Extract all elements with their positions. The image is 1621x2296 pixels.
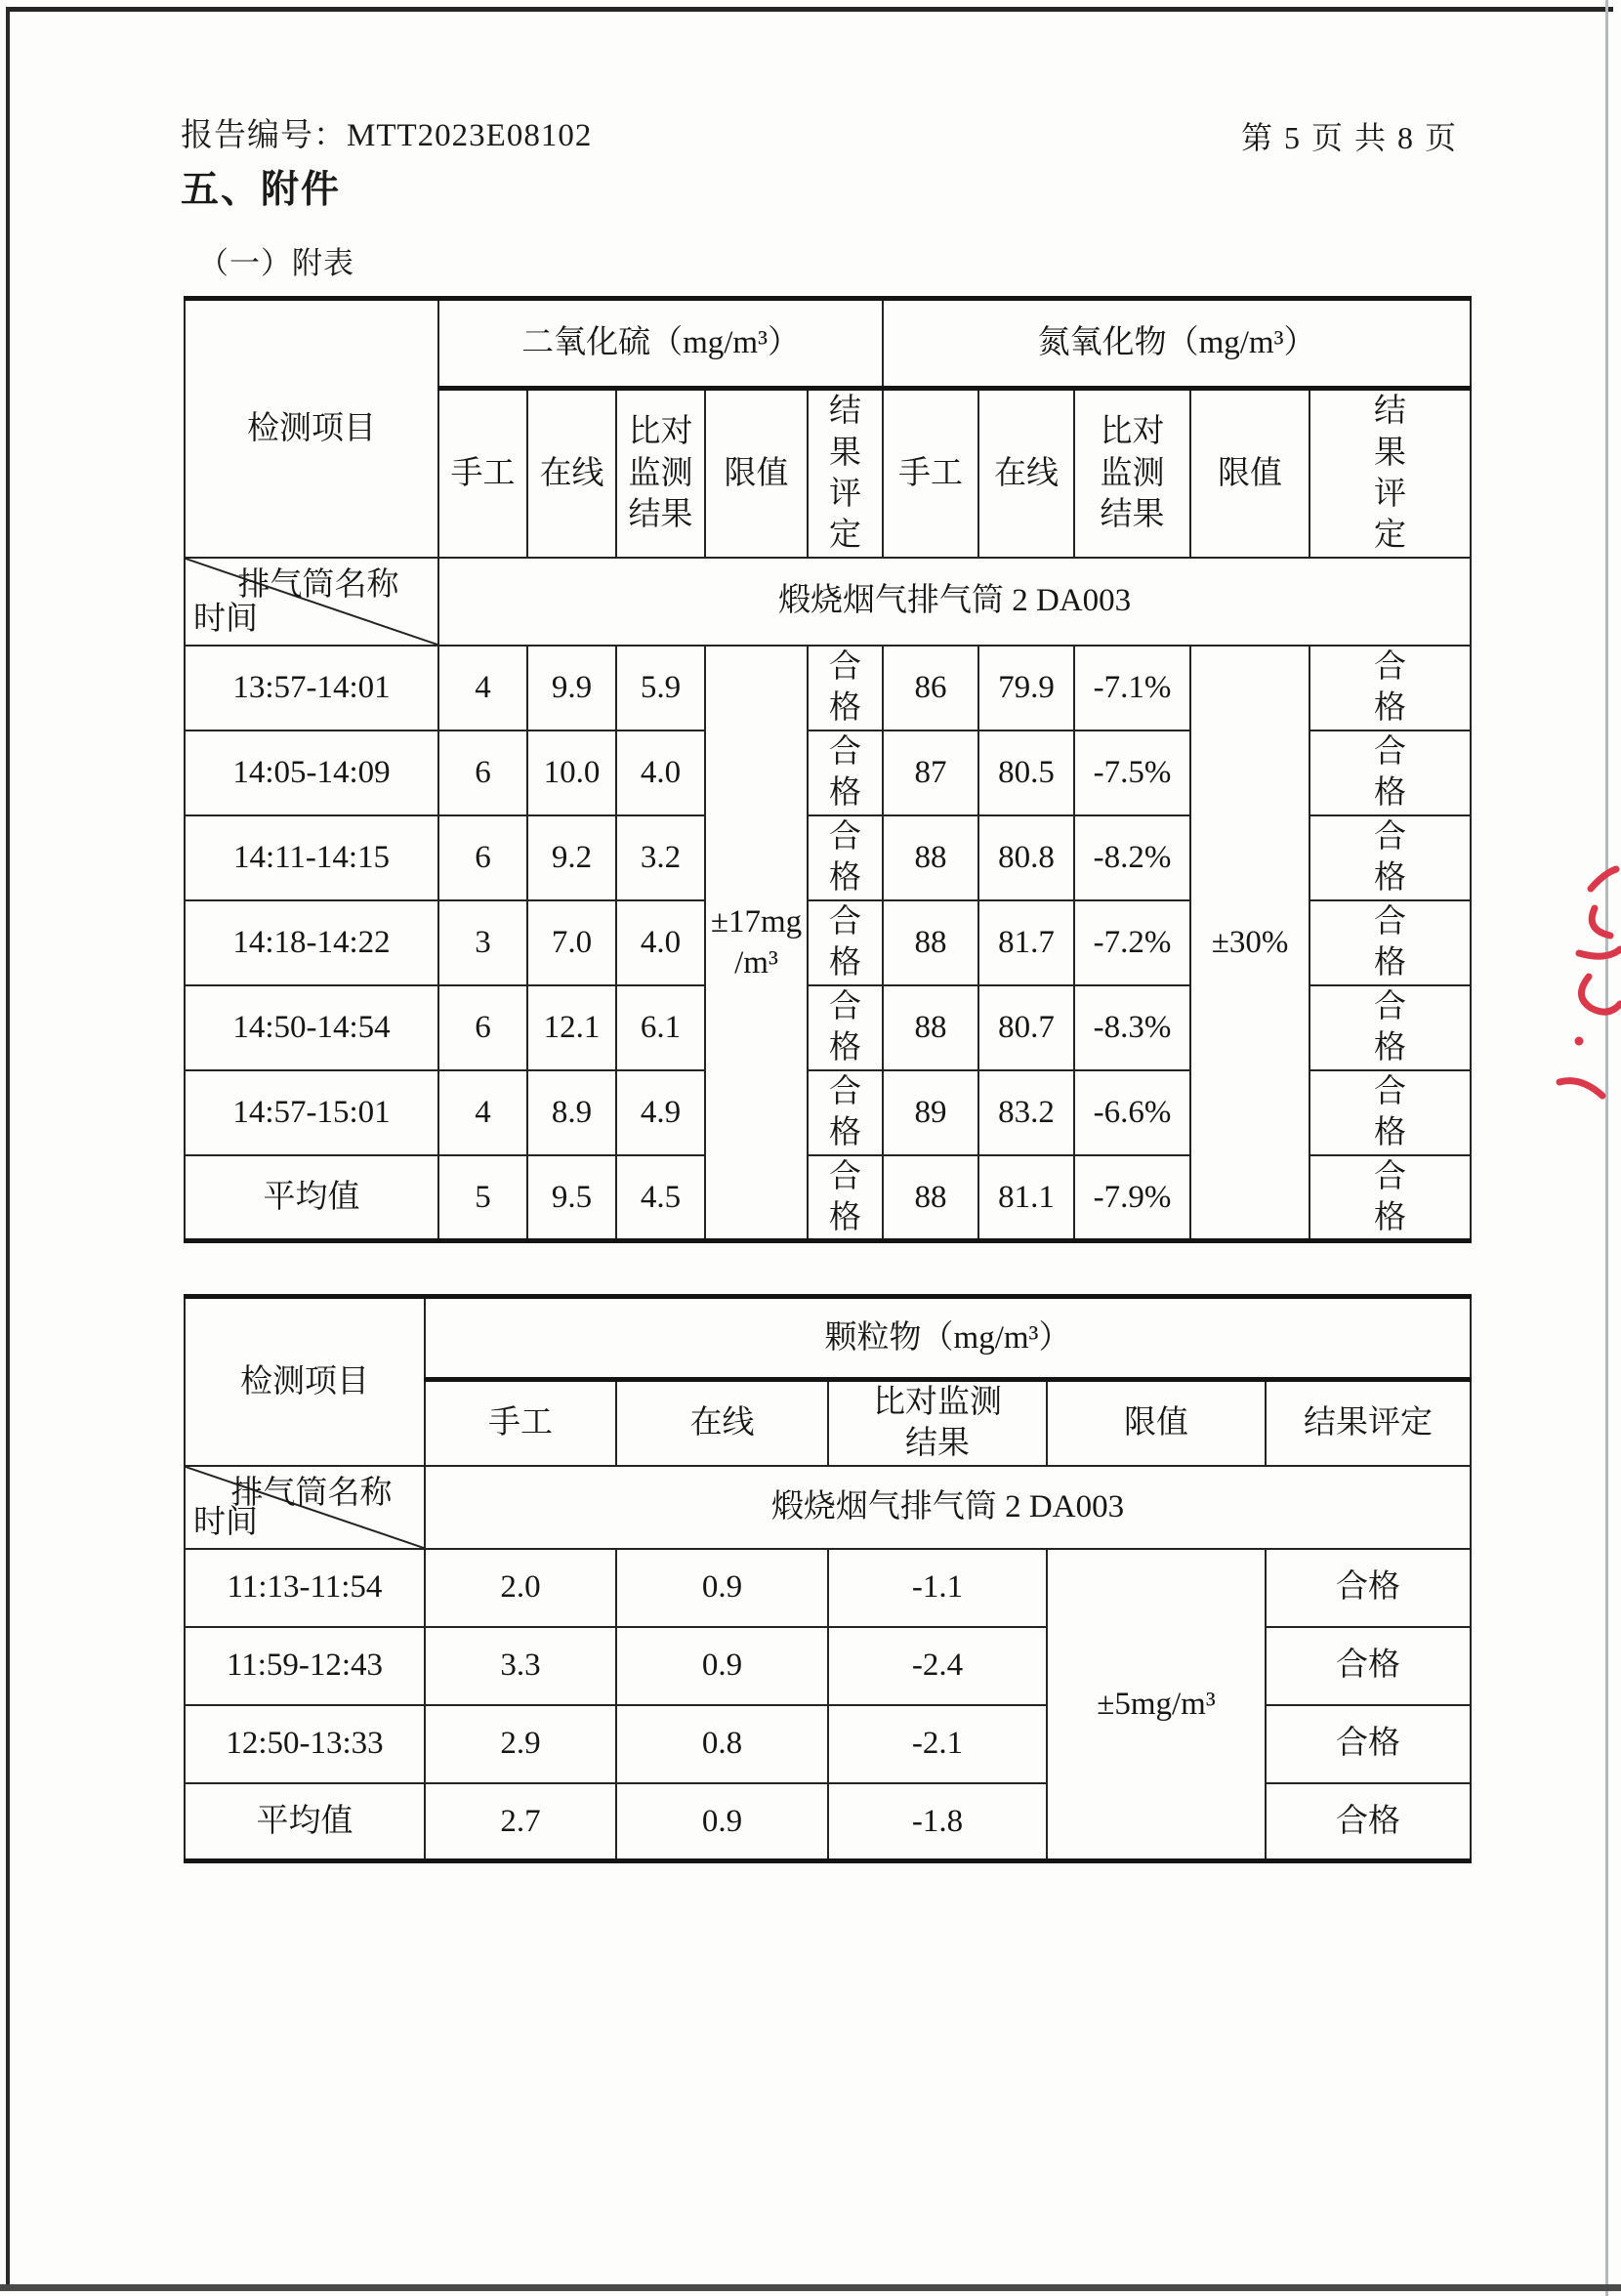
table-particulate — [184, 1294, 1472, 1863]
header-so2-compare-text: 比对监测结果 — [628, 414, 693, 532]
header-nox-limit: 限值 — [1190, 389, 1309, 558]
nox-manual-cell: 88 — [883, 985, 978, 1070]
table-row — [185, 646, 1471, 731]
pm-result-cell: 合格 — [1266, 1549, 1471, 1627]
so2-online-cell: 9.2 — [527, 815, 616, 900]
time-cell: 14:18-14:22 — [185, 900, 438, 985]
header-pm-online: 在线 — [616, 1380, 828, 1466]
time-cell: 11:59-12:43 — [185, 1627, 425, 1705]
nox-online-cell: 80.5 — [978, 731, 1074, 815]
scan-edge-right — [1605, 0, 1608, 2296]
nox-compare-cell: -7.2% — [1074, 900, 1190, 985]
page-number: 第 5 页 共 8 页 — [1240, 120, 1458, 155]
so2-result-cell: 合格 — [808, 646, 883, 731]
diagonal-label-stack: 排气筒名称 — [230, 1475, 393, 1511]
table-row — [185, 1627, 1471, 1705]
header-nox-result — [1309, 389, 1471, 558]
nox-limit-cell: ±30% — [1190, 646, 1309, 1241]
report-number-value: MTT2023E08102 — [347, 118, 593, 153]
nox-compare-cell: -6.6% — [1074, 1070, 1190, 1155]
so2-compare-cell: 4.0 — [616, 731, 705, 815]
so2-compare-cell: 5.9 — [616, 646, 705, 731]
nox-compare-cell: -7.9% — [1074, 1155, 1190, 1241]
so2-online-cell: 9.9 — [527, 646, 616, 731]
nox-online-cell: 80.8 — [978, 815, 1074, 900]
so2-result-cell: 合格 — [808, 1155, 883, 1241]
stack-name-cell: 煅烧烟气排气筒 2 DA003 — [425, 1466, 1471, 1549]
header-so2-online: 在线 — [527, 389, 616, 558]
so2-online-cell: 9.5 — [527, 1155, 616, 1241]
so2-result-cell: 合格 — [808, 731, 883, 815]
header-group-so2: 二氧化硫（mg/m³） — [438, 299, 883, 389]
so2-manual-cell: 3 — [438, 900, 527, 985]
nox-manual-cell: 89 — [883, 1070, 978, 1155]
so2-manual-cell: 5 — [438, 1155, 527, 1241]
diagonal-label-time: 时间 — [193, 602, 258, 638]
header-test-item: 检测项目 — [185, 1297, 425, 1466]
nox-result-cell: 合格 — [1309, 646, 1471, 731]
so2-result-cell: 合格 — [808, 815, 883, 900]
time-cell: 14:57-15:01 — [185, 1070, 438, 1155]
so2-manual-cell: 4 — [438, 646, 527, 731]
diagonal-header-cell — [185, 558, 438, 646]
scan-edge-bottom — [0, 2284, 1621, 2291]
pm-manual-cell: 2.7 — [425, 1783, 616, 1861]
header-so2-result-text: 结果评定 — [829, 394, 861, 553]
so2-manual-cell: 6 — [438, 985, 527, 1070]
nox-compare-cell: -8.3% — [1074, 985, 1190, 1070]
time-cell: 14:50-14:54 — [185, 985, 438, 1070]
header-so2-manual: 手工 — [438, 389, 527, 558]
nox-online-cell: 79.9 — [978, 646, 1074, 731]
so2-compare-cell: 3.2 — [616, 815, 705, 900]
pm-manual-cell: 2.0 — [425, 1549, 616, 1627]
header-nox-result-text: 结果评定 — [1374, 394, 1407, 553]
nox-online-cell: 81.7 — [978, 900, 1074, 985]
so2-compare-cell: 4.0 — [616, 900, 705, 985]
diagonal-label-time: 时间 — [193, 1505, 258, 1541]
so2-manual-cell: 4 — [438, 1070, 527, 1155]
nox-manual-cell: 88 — [883, 815, 978, 900]
header-group-pm: 颗粒物（mg/m³） — [425, 1297, 1471, 1380]
time-cell: 11:13-11:54 — [185, 1549, 425, 1627]
so2-online-cell: 10.0 — [527, 731, 616, 815]
header-so2-result — [808, 389, 883, 558]
nox-online-cell: 80.7 — [978, 985, 1074, 1070]
header-nox-manual: 手工 — [883, 389, 978, 558]
so2-compare-cell: 4.9 — [616, 1070, 705, 1155]
pm-result-cell: 合格 — [1266, 1783, 1471, 1861]
diagonal-label-stack: 排气筒名称 — [237, 566, 399, 603]
so2-compare-cell: 6.1 — [616, 985, 705, 1070]
table-row-average — [185, 1783, 1471, 1861]
header-nox-online: 在线 — [978, 389, 1074, 558]
time-cell: 平均值 — [185, 1783, 425, 1861]
nox-online-cell: 83.2 — [978, 1070, 1074, 1155]
header-pm-manual: 手工 — [425, 1380, 616, 1466]
so2-manual-cell: 6 — [438, 731, 527, 815]
so2-manual-cell: 6 — [438, 815, 527, 900]
pm-compare-cell: -2.1 — [828, 1705, 1047, 1783]
so2-online-cell: 12.1 — [527, 985, 616, 1070]
time-cell: 14:05-14:09 — [185, 731, 438, 815]
nox-manual-cell: 87 — [883, 731, 978, 815]
time-cell: 14:11-14:15 — [185, 815, 438, 900]
nox-manual-cell: 88 — [883, 1155, 978, 1241]
scan-edge-top — [6, 7, 1613, 12]
header-nox-compare — [1074, 389, 1190, 558]
pm-manual-cell: 2.9 — [425, 1705, 616, 1783]
scan-edge-left — [6, 7, 10, 2284]
time-cell: 13:57-14:01 — [185, 646, 438, 731]
report-number-line — [181, 109, 592, 155]
pm-compare-cell: -1.8 — [828, 1783, 1047, 1861]
so2-online-cell: 8.9 — [527, 1070, 616, 1155]
nox-result-cell: 合格 — [1309, 900, 1471, 985]
pm-limit-cell: ±5mg/m³ — [1047, 1549, 1266, 1861]
so2-result-cell: 合格 — [808, 900, 883, 985]
nox-online-cell: 81.1 — [978, 1155, 1074, 1241]
header-group-nox: 氮氧化物（mg/m³） — [883, 299, 1471, 389]
header-pm-compare-text: 比对监测结果 — [872, 1385, 1002, 1462]
pm-online-cell: 0.9 — [616, 1549, 828, 1627]
so2-result-cell: 合格 — [808, 985, 883, 1070]
nox-result-cell: 合格 — [1309, 1155, 1471, 1241]
so2-compare-cell: 4.5 — [616, 1155, 705, 1241]
pm-online-cell: 0.9 — [616, 1627, 828, 1705]
so2-result-cell: 合格 — [808, 1070, 883, 1155]
pm-result-cell: 合格 — [1266, 1705, 1471, 1783]
reviewer-red-marks — [1546, 857, 1621, 1131]
so2-online-cell: 7.0 — [527, 900, 616, 985]
header-pm-limit: 限值 — [1047, 1380, 1266, 1466]
header-pm-compare — [828, 1380, 1047, 1466]
nox-compare-cell: -8.2% — [1074, 815, 1190, 900]
pm-result-cell: 合格 — [1266, 1627, 1471, 1705]
nox-manual-cell: 88 — [883, 900, 978, 985]
subsection-title: （一）附表 — [198, 246, 354, 280]
header-so2-compare — [616, 389, 705, 558]
report-number-label: 报告编号： — [181, 118, 347, 153]
diagonal-header-cell — [185, 1466, 425, 1549]
nox-result-cell: 合格 — [1309, 985, 1471, 1070]
pm-compare-cell: -1.1 — [828, 1549, 1047, 1627]
so2-limit-cell — [705, 646, 808, 1241]
section-title: 五、附件 — [181, 169, 342, 211]
header-nox-compare-text: 比对监测结果 — [1100, 414, 1165, 532]
so2-limit-line2: /m³ — [734, 944, 778, 981]
header-test-item: 检测项目 — [185, 299, 438, 558]
so2-limit-line1: ±17mg — [710, 903, 803, 939]
nox-compare-cell: -7.1% — [1074, 646, 1190, 731]
nox-result-cell: 合格 — [1309, 731, 1471, 815]
nox-result-cell: 合格 — [1309, 1070, 1471, 1155]
table-row — [185, 1549, 1471, 1627]
pm-online-cell: 0.8 — [616, 1705, 828, 1783]
time-cell: 12:50-13:33 — [185, 1705, 425, 1783]
pm-manual-cell: 3.3 — [425, 1627, 616, 1705]
header-pm-result: 结果评定 — [1266, 1380, 1471, 1466]
time-cell: 平均值 — [185, 1155, 438, 1241]
nox-compare-cell: -7.5% — [1074, 731, 1190, 815]
stack-name-cell: 煅烧烟气排气筒 2 DA003 — [438, 558, 1471, 646]
pm-online-cell: 0.9 — [616, 1783, 828, 1861]
table-so2-nox — [184, 296, 1472, 1243]
nox-manual-cell: 86 — [883, 646, 978, 731]
pm-compare-cell: -2.4 — [828, 1627, 1047, 1705]
nox-result-cell: 合格 — [1309, 815, 1471, 900]
table-row — [185, 1705, 1471, 1783]
header-so2-limit: 限值 — [705, 389, 808, 558]
